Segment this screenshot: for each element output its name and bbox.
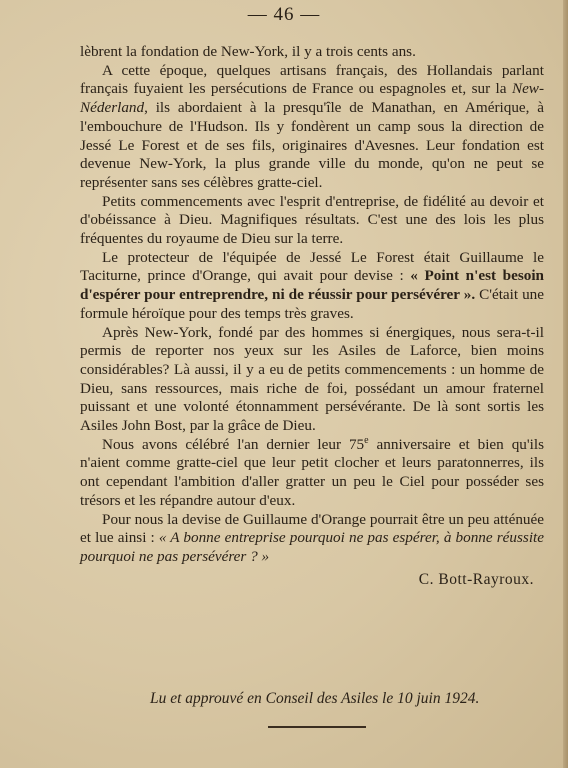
text-run: « Point n'est besoin d'espérer pour entreprendre, ni de réussir pour persévérer ». <box>80 267 545 304</box>
text-run: e <box>364 434 369 446</box>
bottom-rule <box>268 726 366 728</box>
page-edge <box>563 0 568 768</box>
body-text <box>80 43 544 589</box>
text-run: C'était une formule héroïque pour des temps très graves. <box>80 286 545 322</box>
text-run: Après New-York, fondé par des hommes si énergiques, nous sera-t-il permis de reporter nos yeux sur les Asiles de Laforce, bien moins considérables? Là aussi, il y a eu de petits commencements : un homme de Dieu, sans ressources, mais riche de foi, possédant un amour fraternel puissant et une volonté étonnamment persévérante. De là sont sortis les Asiles John Bost, par la grâce de Dieu. <box>80 323 544 435</box>
paragraph <box>80 511 544 567</box>
paragraph <box>80 43 544 62</box>
text-run: A cette époque, quelques artisans français, des Hollandais parlant français fuyaient les persécutions de France ou espagnoles et, sur la <box>80 61 544 98</box>
paragraph <box>80 62 544 193</box>
paragraph <box>80 249 544 324</box>
text-run: « A bonne entreprise pourquoi ne pas espérer, à bonne réussite pourquoi ne pas persévérer ? » <box>80 529 544 565</box>
text-run: Nous avons célébré l'an dernier leur 75 <box>102 435 365 453</box>
text-run: , ils abordaient à la presqu'île de Manathan, en Amérique, à l'embouchure de l'Hudson. Ils y fondèrent un camp sous la direction de Jessé Le Forest et de ses fils, originaires d'Avesnes. Leur fondation est devenue New-York, la plus grande ville du monde, qu'on ne peut se représenter sans ses célèbres gratte-ciel. <box>80 99 544 191</box>
text-run: New-Néderland <box>80 80 544 117</box>
text-run: anniversaire et bien qu'ils n'aient comme gratte-ciel que leur petit clocher et leurs paratonnerres, ils ont cependant l'ambition d'aller gratter un peu le Ciel pour posséder ses trésors et les répandre autour d'eux. <box>80 435 544 509</box>
text-run: Le protecteur de l'équipée de Jessé Le Forest était Guillaume le Taciturne, prince d'Orange, qui avait pour devise : <box>80 248 544 285</box>
signature: C. Bott-Rayroux. <box>418 570 534 588</box>
paragraph-list <box>80 43 544 567</box>
text-run: Petits commencements avec l'esprit d'entreprise, de fidélité au devoir et d'obéissance à Dieu. Magnifiques résultats. C'est une des lois les plus fréquentes du royaume de Dieu sur la terre. <box>80 192 544 248</box>
page-number: — 46 — <box>247 4 321 25</box>
approval-note: Lu et approuvé en Conseil des Asiles le 10 juin 1924. <box>150 690 480 707</box>
paragraph <box>80 324 544 436</box>
paragraph <box>80 193 544 249</box>
paragraph <box>80 436 544 511</box>
text-run: Pour nous la devise de Guillaume d'Orange pourrait être un peu atténuée et lue ainsi : <box>80 510 544 547</box>
text-run: lèbrent la fondation de New-York, il y a trois cents ans. <box>80 43 416 60</box>
